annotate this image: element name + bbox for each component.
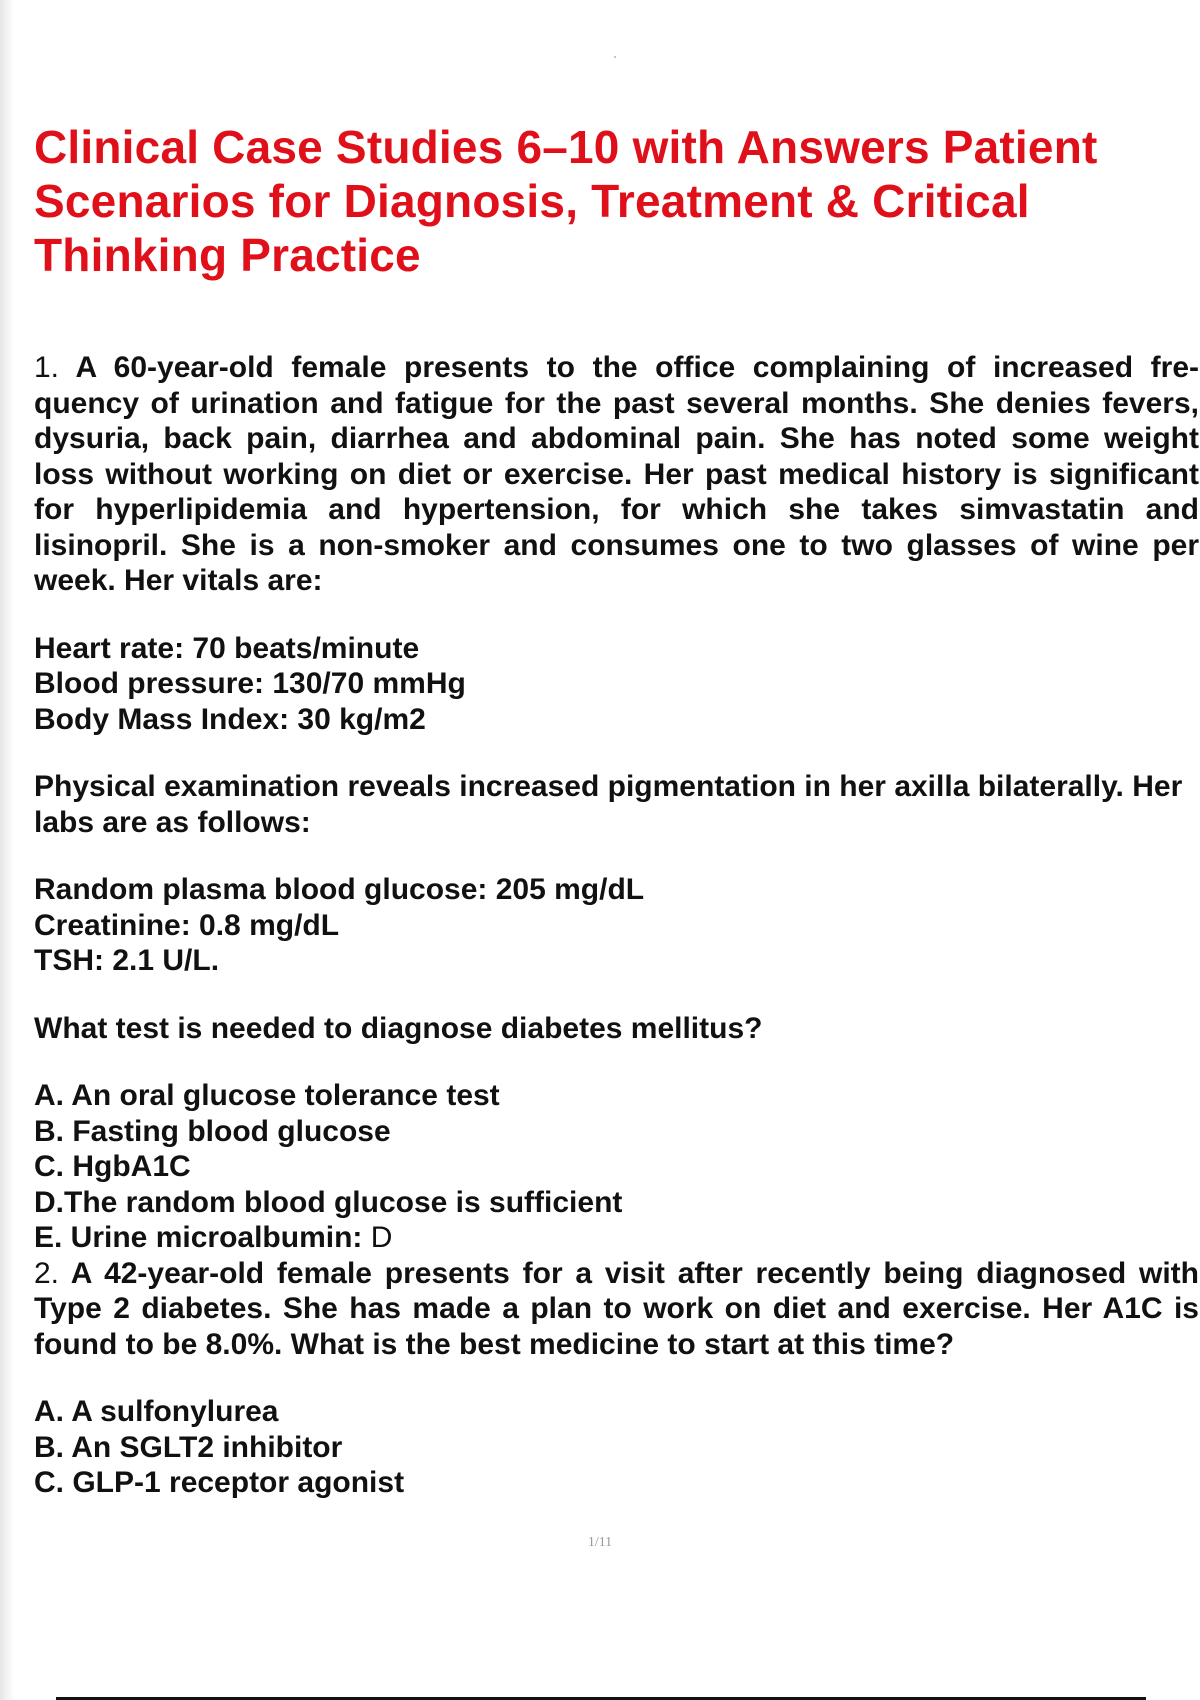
question-2-option-a: A. A sulfonylurea — [34, 1395, 279, 1428]
question-1-option-c: C. HgbA1C — [34, 1150, 191, 1183]
question-2-option-c: C. GLP-1 receptor agonist — [34, 1466, 405, 1499]
lab-tsh: TSH: 2.1 U/L. — [34, 944, 220, 977]
question-1-option-e-text: E. Urine microalbumin: — [34, 1221, 363, 1254]
physical-exam-text: Physical examination reveals increased pigmentation in her axilla bilaterally. Her labs are as follows: — [34, 770, 1183, 839]
question-1-answer: D — [370, 1221, 393, 1254]
question-1-option-a: A. An oral glucose tolerance test — [34, 1079, 500, 1112]
labs-list — [34, 872, 1199, 979]
lab-creatinine: Creatinine: 0.8 mg/dL — [34, 908, 340, 942]
question-1-stem — [34, 350, 1199, 599]
vitals-list — [34, 631, 1199, 738]
page-number: 1/11 — [587, 1535, 613, 1550]
question-1-number: 1. — [34, 351, 60, 384]
question-2-stem — [34, 1256, 1199, 1363]
scan-speck — [614, 56, 616, 58]
question-1-prompt: What test is needed to diagnose diabetes mellitus? — [34, 1011, 763, 1045]
document-title: Clinical Case Studies 6–10 with Answers Patient Scenarios for Diagnosis, Treatment & Critical Thinking Practice — [34, 121, 1098, 281]
lab-glucose: Random plasma blood glucose: 205 mg/dL — [34, 873, 645, 906]
vital-bmi: Body Mass Index: 30 kg/m2 — [34, 702, 426, 736]
question-1-option-d: D.The random blood glucose is sufficient — [34, 1185, 623, 1219]
question-2-option-b: B. An SGLT2 inhibitor — [34, 1430, 343, 1464]
document-body — [34, 350, 1199, 1501]
question-1-options — [34, 1078, 1199, 1256]
question-1-option-b: B. Fasting blood glucose — [34, 1114, 391, 1148]
question-1-text: A 60-year-old female presents to the office complaining of increased fre-quency of urination and fatigue for the past several months. She denies fevers, dysuria, back pain, diarrhea and abdominal pain. She has noted some weight loss without working on diet or exercise. Her past medical history is significant for hyperlipidemia and hypertension, for which she takes simvastatin and lisinopril. She is a non-smoker and consumes one to two glasses of wine per week. Her vitals are: — [34, 351, 1199, 597]
vital-heart-rate: Heart rate: 70 beats/minute — [34, 631, 420, 665]
vital-blood-pressure: Blood pressure: 130/70 mmHg — [34, 667, 466, 700]
question-2-number: 2. — [34, 1256, 60, 1290]
question-1-option-e — [34, 1220, 1199, 1256]
question-2-text: A 42-year-old female presents for a visit after recently being diagnosed with Type 2 diabetes. She has made a plan to work on diet and exercise. Her A1C is found to be 8.0%. What is the best medicine to start at this time? — [34, 1256, 1199, 1361]
question-2-options — [34, 1394, 1199, 1501]
page-edge-shadow — [0, 0, 14, 1700]
